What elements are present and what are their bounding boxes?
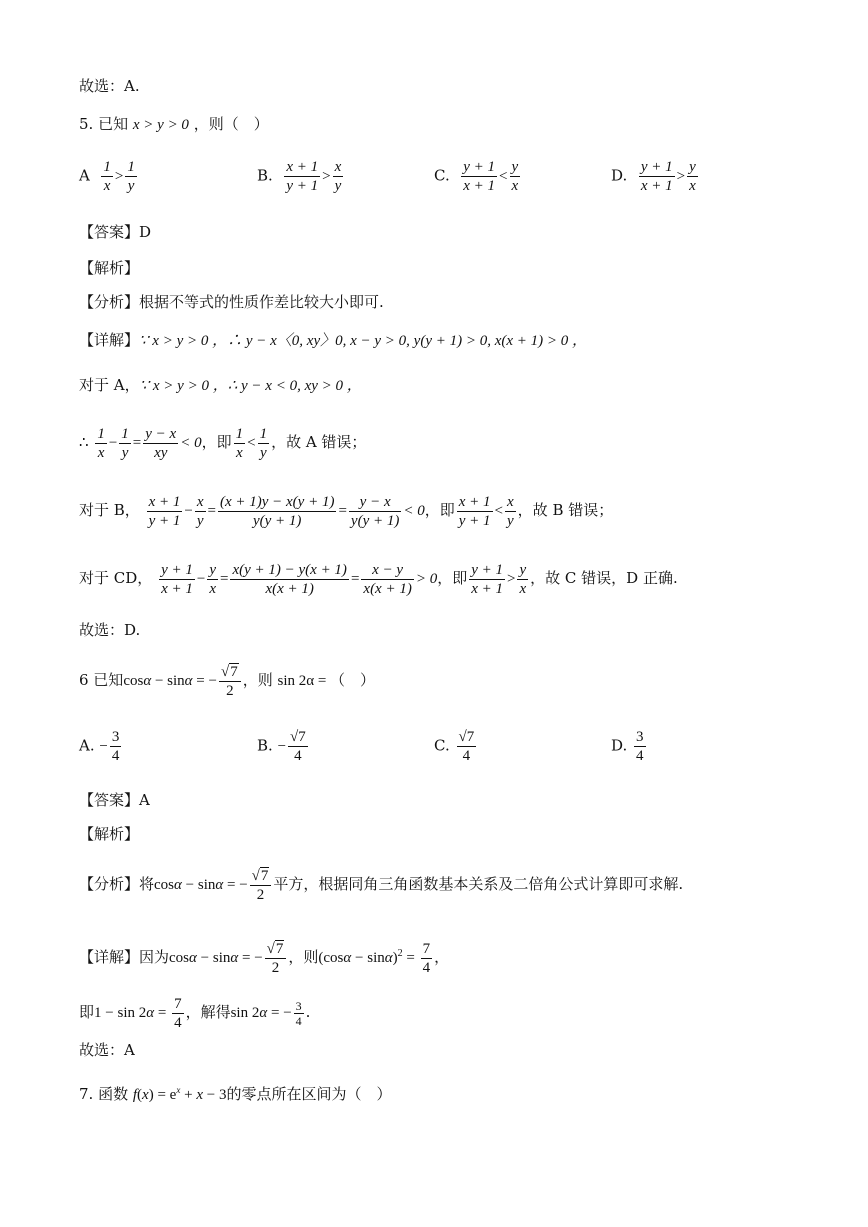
question-5-option-a: A $\frac{1}{x}$ > $\frac{1}{y}$ [79, 159, 135, 194]
detail-5-case-b: 对于 B， $\frac{x + 1}{y + 1}$ − $\frac{x}{y}$ = $\frac{(x + 1)y - x(y + 1)}{y(y + 1)}$ = $\frac{y - x}{y(y + 1)}$ < 0，即 $\frac{x + 1}{y + 1}$ < $\frac{x}{y}$ ，故 B 错误； [79, 493, 614, 529]
detail-5-case-a: 对于 A，∵ x > y > 0 ，∴ y − x < 0, xy > 0 ， [79, 376, 362, 394]
detail-5-case-a-derivation: ∴ $\frac{1}{x}$ − $\frac{1}{y}$ = $\frac{y - x}{xy}$ < 0，即 $\frac{1}{x}$ < $\frac{1}{y}$ ，故 A 错误； [79, 425, 367, 461]
detail-5-case-cd: 对于 CD， $\frac{y + 1}{x + 1}$ − $\frac{y}{x}$ = $\frac{x(y + 1) - y(x + 1)}{x(x + 1)}$ = $\frac{x - y}{x(x + 1)}$ > 0，即 $\frac{y + 1}{x + 1}$ > $\frac{y}{x}$ ，故 C 错误，D 正确. [79, 561, 678, 597]
question-5-stem: 5. 已知 x > y > 0 ，则（ ） [79, 115, 269, 133]
answer-6: 【答案】A [79, 791, 150, 809]
question-6-option-c: C. $\frac{√7}{4}$ [434, 729, 475, 764]
analysis-5: 【分析】根据不等式的性质作差比较大小即可. [79, 293, 384, 311]
question-6-option-d: D. $\frac{3}{4}$ [611, 729, 644, 764]
fraction: $\frac{y + 1}{x + 1}$ [640, 159, 673, 194]
question-5-option-b: B. $\frac{x + 1}{y + 1}$ > $\frac{x}{y}$ [257, 159, 342, 194]
analysis-heading-5: 【解析】 [79, 259, 140, 277]
answer-5: 【答案】D [79, 223, 152, 241]
question-5-option-c: C. $\frac{y + 1}{x + 1}$ < $\frac{y}{x}$ [434, 159, 519, 194]
previous-answer-line: 故选：A. [79, 77, 140, 95]
question-6-option-b: B. − $\frac{√7}{4}$ [257, 729, 306, 764]
fraction: $\frac{1}{x}$ [103, 159, 111, 194]
detail-6: 【详解】因为cosα − sinα = − $\frac{√7}{2}$ ，则$(\cos\alpha - \sin\alpha)^2$ = $\frac{7}{4}$ ， [79, 940, 450, 976]
question-6-stem: 6 已知cosα − sinα = − $\frac{√7}{2}$ ，则 sin 2α = （ ） [79, 663, 376, 699]
question-7-stem: 7. 函数 $f(x) = e^x + x - 3$的零点所在区间为（ ） [79, 1085, 392, 1103]
analysis-6: 【分析】将cosα − sinα = − $\frac{√7}{2}$ 平方，根据同角三角函数基本关系及二倍角公式计算即可求解. [79, 867, 684, 903]
fraction: $\frac{x + 1}{y + 1}$ [286, 159, 319, 194]
conclusion-5: 故选：D. [79, 621, 141, 639]
conclusion-6: 故选：A [79, 1041, 135, 1059]
analysis-heading-6: 【解析】 [79, 825, 140, 843]
fraction: $\frac{x}{y}$ [334, 159, 342, 194]
question-6-option-a: A. − $\frac{3}{4}$ [79, 729, 120, 764]
detail-6-result: 即1 − sin 2α = $\frac{7}{4}$ ，解得sin 2α = − $\frac{3}{4}$ . [79, 995, 311, 1031]
fraction: $\frac{y}{x}$ [511, 159, 519, 194]
fraction: $\frac{y}{x}$ [689, 159, 696, 194]
detail-5: 【详解】∵ x > y > 0 ，∴ y − x〈0, xy〉0, x − y > 0, y(y + 1) > 0, x(x + 1) > 0 ， [79, 331, 588, 349]
fraction: $\frac{y + 1}{x + 1}$ [463, 159, 496, 194]
fraction: $\frac{1}{y}$ [127, 159, 135, 194]
question-5-option-d: D. $\frac{y + 1}{x + 1}$ > $\frac{y}{x}$ [611, 159, 696, 194]
